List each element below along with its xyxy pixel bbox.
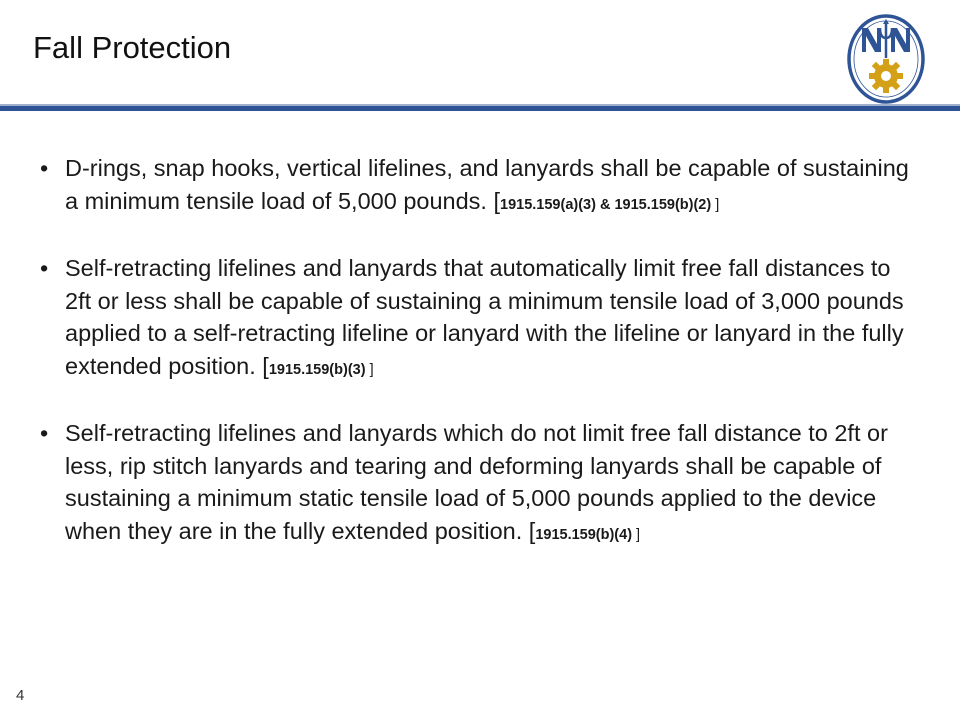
slide-title: Fall Protection [33,30,232,65]
bullet-text: D-rings, snap hooks, vertical lifelines, and lanyards shall be capable of sustaining a minimum tensile load of 5,000 pounds. [65,155,909,214]
bullet-list [40,152,920,551]
citation-open-bracket: [ [262,352,269,379]
bullet-text: Self-retracting lifelines and lanyards which do not limit free fall distance to 2ft or less, rip stitch lanyards and tearing and deforming lanyards shall be capable of sustaining a minimum static tensile load of 5,000 pounds applied to the device when they are in the fully extended position. [65,420,888,544]
citation-open-bracket: [ [493,187,501,214]
citation-open-bracket: [ [528,517,536,544]
logo-emblem-icon [846,14,926,104]
citation-close-bracket: ] [632,526,641,543]
bullet-item [40,152,920,221]
citation: 1915.159(b)(4) [535,526,633,543]
page-number: 4 [16,687,25,704]
header-rule-dark [0,106,960,111]
citation: 1915.159(a)(3) & 1915.159(b)(2) [500,196,712,213]
bullet-item [40,417,920,551]
bullet-item [40,252,920,386]
citation: 1915.159(b)(3) [268,361,366,378]
citation-close-bracket: ] [365,361,374,378]
bullet-text: Self-retracting lifelines and lanyards that automatically limit free fall distances to 2ft or less shall be capable of sustaining a minimum tensile load of 3,000 pounds applied to a self-retracting lifeline or lanyard with the lifeline or lanyard in the fully extended position. [65,255,904,379]
citation-close-bracket: ] [711,196,720,213]
